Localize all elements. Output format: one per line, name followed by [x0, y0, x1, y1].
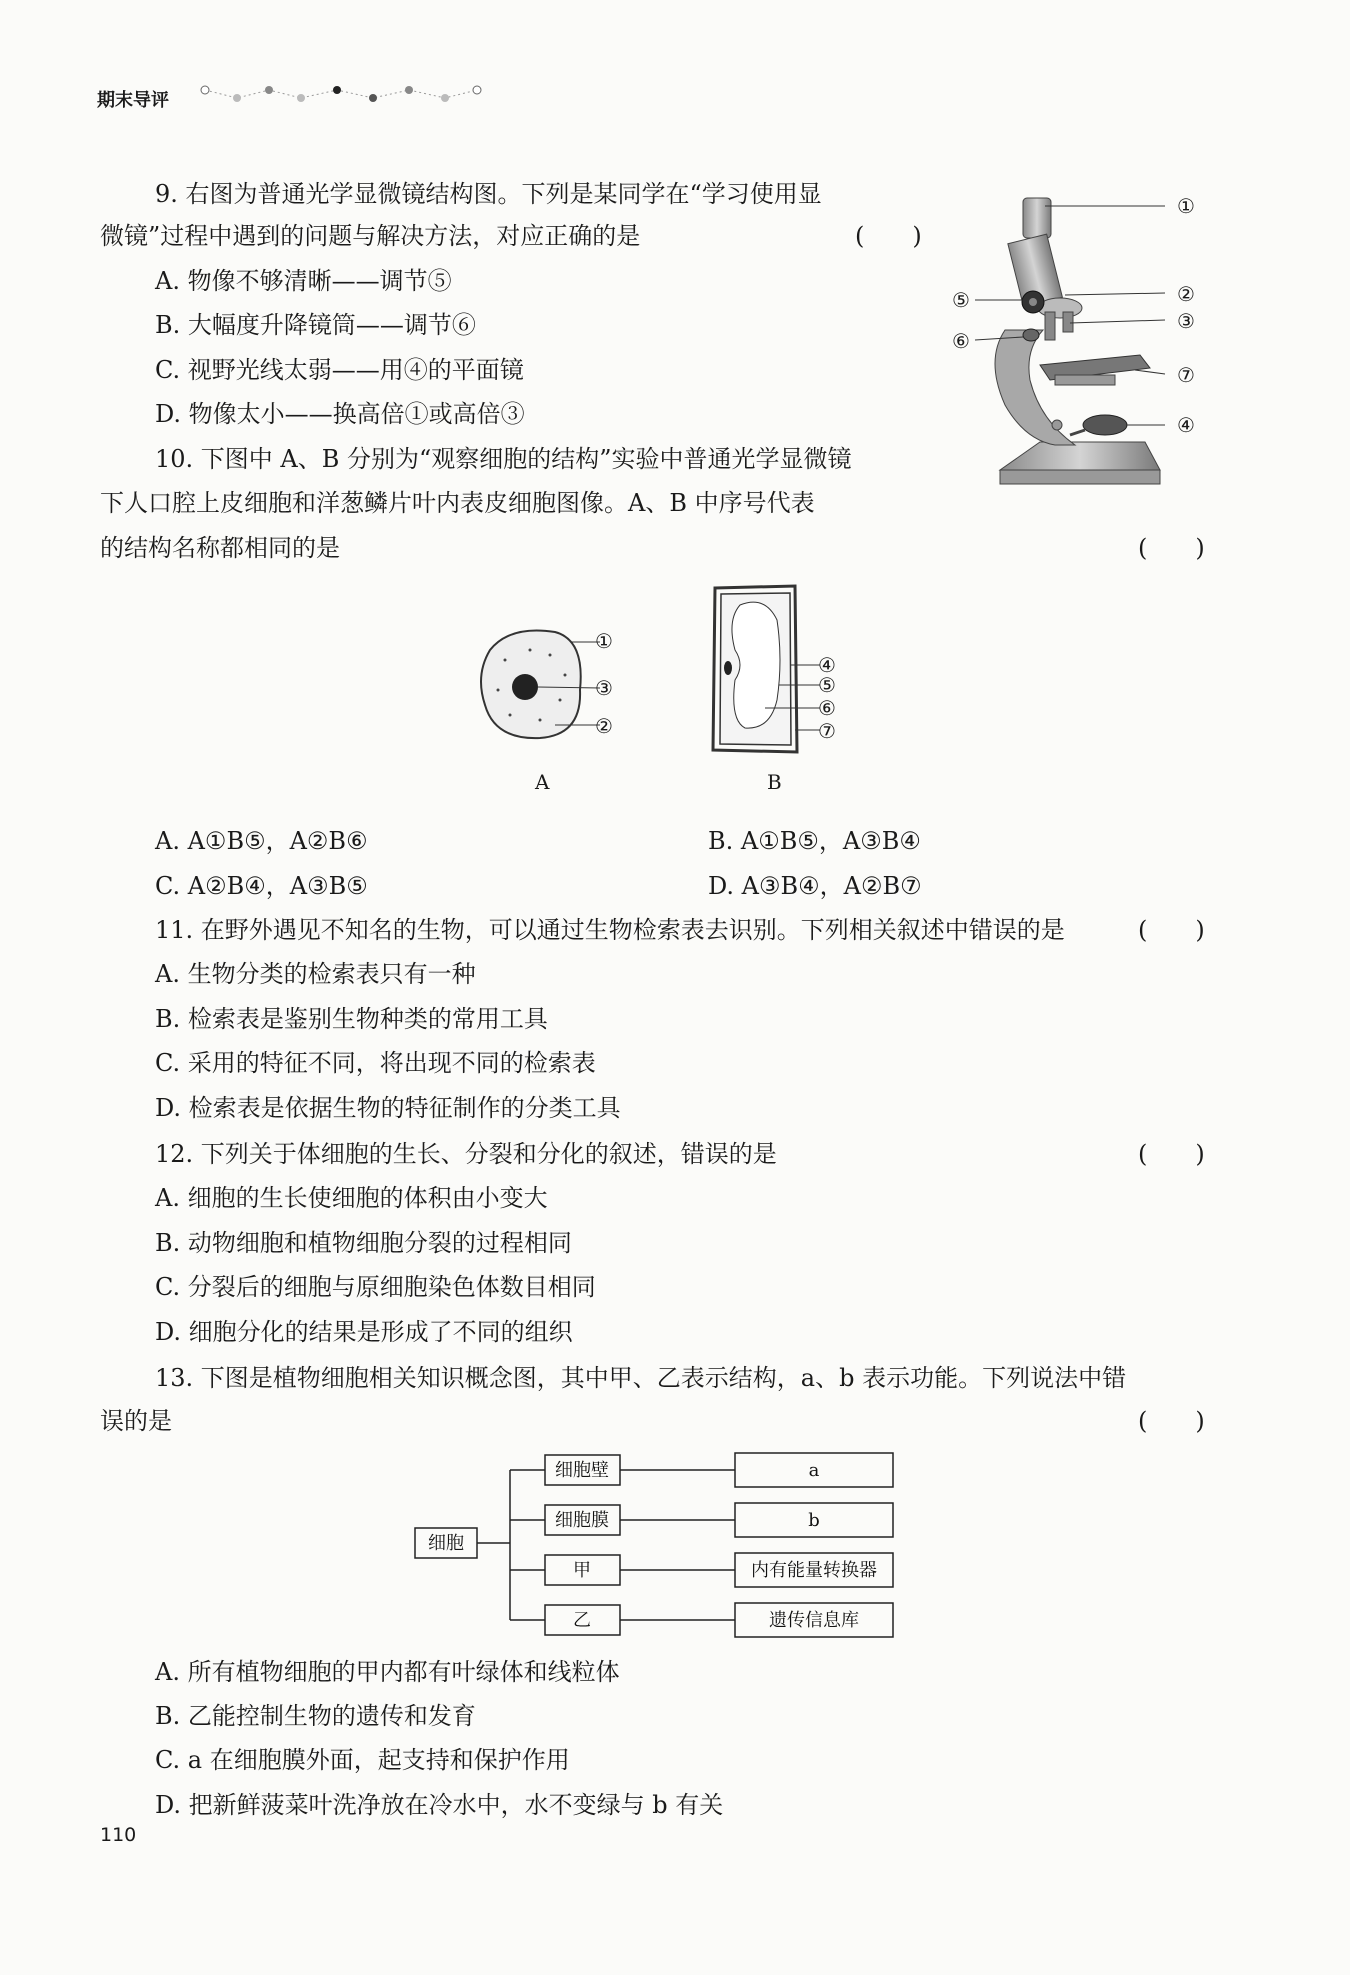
diagram-structure-2: 细胞膜: [555, 1510, 609, 1531]
q10-stem-line1: 10. 下图中 A、B 分别为“观察细胞的结构”实验中普通光学显微镜: [155, 445, 852, 473]
microscope-label-5: ⑤: [952, 288, 970, 312]
q13-option-c: C. a 在细胞膜外面，起支持和保护作用: [155, 1746, 570, 1774]
q11-option-a: A. 生物分类的检索表只有一种: [155, 960, 476, 988]
q10-stem-line2: 下人口腔上皮细胞和洋葱鳞片叶内表皮细胞图像。A、B 中序号代表: [100, 489, 815, 517]
q12-option-b: B. 动物细胞和植物细胞分裂的过程相同: [155, 1229, 572, 1257]
cell-b-label-6: ⑥: [818, 696, 836, 720]
concept-diagram: [410, 1445, 910, 1645]
q13-answer-blank: ( ): [1138, 1407, 1205, 1435]
q10-option-b: B. A①B⑤，A③B④: [708, 827, 921, 855]
q9-answer-blank: ( ): [855, 222, 922, 250]
microscope-label-4: ④: [1177, 413, 1195, 437]
microscope-label-3: ③: [1177, 309, 1195, 333]
diagram-structure-4: 乙: [573, 1610, 591, 1631]
q9-stem-line2: 微镜”过程中遇到的问题与解决方法，对应正确的是: [100, 222, 641, 250]
q10-option-d: D. A③B④，A②B⑦: [708, 872, 922, 900]
cell-a-caption: A: [535, 770, 550, 794]
page-header: [97, 82, 497, 122]
q12-option-d: D. 细胞分化的结果是形成了不同的组织: [155, 1318, 573, 1346]
q12-option-a: A. 细胞的生长使细胞的体积由小变大: [155, 1184, 548, 1212]
header-decoration: [197, 82, 497, 122]
q10-option-a: A. A①B⑤，A②B⑥: [155, 827, 368, 855]
q13-option-d: D. 把新鲜菠菜叶洗净放在冷水中，水不变绿与 b 有关: [155, 1791, 724, 1819]
microscope-label-1: ①: [1177, 194, 1195, 218]
q11-answer-blank: ( ): [1138, 916, 1205, 944]
q9-option-d: D. 物像太小——换高倍①或高倍③: [155, 400, 525, 428]
microscope-label-6: ⑥: [952, 329, 970, 353]
q12-option-c: C. 分裂后的细胞与原细胞染色体数目相同: [155, 1273, 596, 1301]
q10-answer-blank: ( ): [1138, 534, 1205, 562]
q13-option-a: A. 所有植物细胞的甲内都有叶绿体和线粒体: [155, 1658, 620, 1686]
q10-stem-line3: 的结构名称都相同的是: [100, 534, 340, 562]
q10-option-c: C. A②B④，A③B⑤: [155, 872, 368, 900]
q11-option-b: B. 检索表是鉴别生物种类的常用工具: [155, 1005, 548, 1033]
q13-stem-line2: 误的是: [100, 1407, 172, 1435]
microscope-label-7: ⑦: [1177, 363, 1195, 387]
diagram-root: 细胞: [428, 1533, 464, 1554]
diagram-function-1: a: [808, 1460, 820, 1481]
cell-a-figure: [470, 620, 610, 760]
q9-option-a: A. 物像不够清晰——调节⑤: [155, 267, 452, 295]
q9-stem-line1: 9. 右图为普通光学显微镜结构图。下列是某同学在“学习使用显: [155, 180, 822, 208]
cell-a-label-1: ①: [595, 629, 613, 653]
cell-a-label-3: ③: [595, 676, 613, 700]
cell-a-label-2: ②: [595, 714, 613, 738]
cell-b-label-4: ④: [818, 653, 836, 677]
q11-option-c: C. 采用的特征不同，将出现不同的检索表: [155, 1049, 596, 1077]
page-number: 110: [100, 1824, 137, 1846]
q13-option-b: B. 乙能控制生物的遗传和发育: [155, 1702, 476, 1730]
q13-stem-line1: 13. 下图是植物细胞相关知识概念图，其中甲、乙表示结构，a、b 表示功能。下列说法中错: [155, 1364, 1127, 1392]
microscope-label-2: ②: [1177, 282, 1195, 306]
q11-stem: 11. 在野外遇见不知名的生物，可以通过生物检索表去识别。下列相关叙述中错误的是: [155, 916, 1065, 944]
q12-answer-blank: ( ): [1138, 1140, 1205, 1168]
diagram-function-4: 遗传信息库: [769, 1610, 859, 1631]
diagram-function-2: b: [808, 1510, 820, 1531]
q9-option-b: B. 大幅度升降镜筒——调节⑥: [155, 311, 476, 339]
q11-option-d: D. 检索表是依据生物的特征制作的分类工具: [155, 1094, 621, 1122]
microscope-figure: [945, 190, 1205, 500]
diagram-structure-3: 甲: [573, 1560, 591, 1581]
cell-b-label-7: ⑦: [818, 719, 836, 743]
cell-b-label-5: ⑤: [818, 673, 836, 697]
q9-option-c: C. 视野光线太弱——用④的平面镜: [155, 356, 524, 384]
cell-b-caption: B: [767, 770, 782, 794]
q12-stem: 12. 下列关于体细胞的生长、分裂和分化的叙述，错误的是: [155, 1140, 777, 1168]
header-title: 期末导评: [97, 90, 169, 111]
diagram-structure-1: 细胞壁: [555, 1460, 609, 1481]
diagram-function-3: 内有能量转换器: [751, 1560, 877, 1581]
